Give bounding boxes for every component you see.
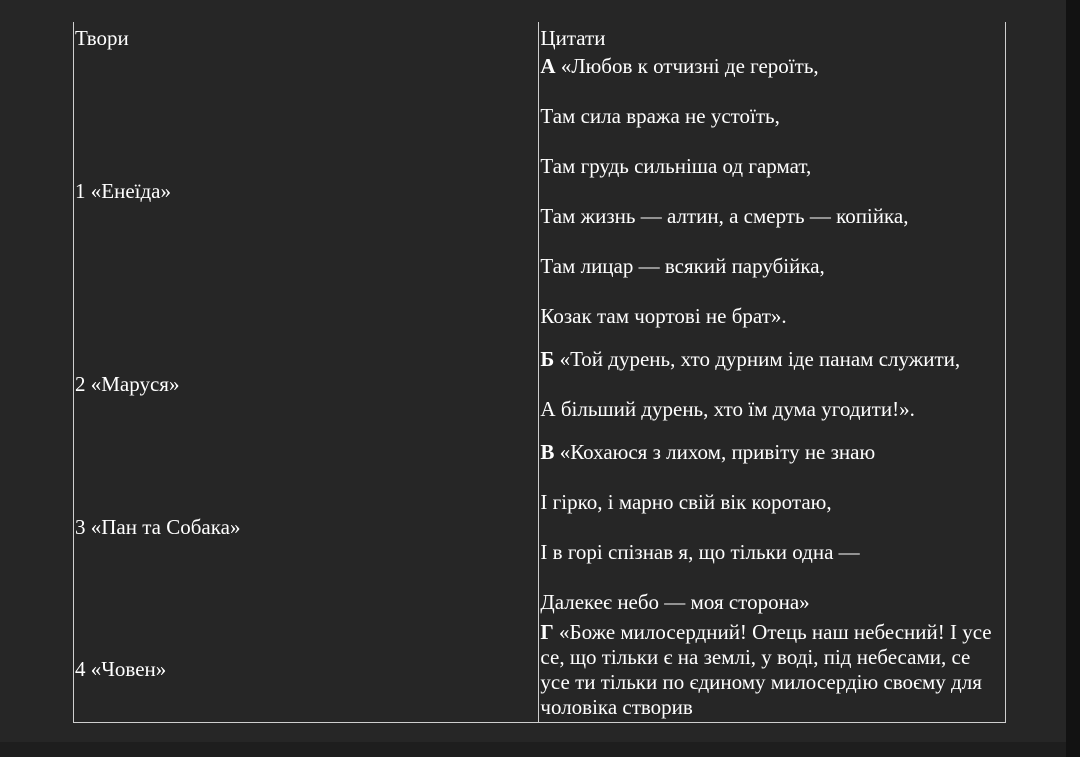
- table-row: [74, 437, 1006, 617]
- quote-line: [540, 440, 1005, 465]
- quote-letter: Г: [540, 619, 554, 644]
- quote-letter: Б: [540, 346, 555, 371]
- quote-cell: [539, 437, 1006, 617]
- works-quotes-table: [73, 22, 1006, 723]
- quote-text: «Той дурень, хто дурним іде панам служити,: [559, 346, 961, 371]
- quote-line: Там грудь сильніша од гармат,: [540, 153, 812, 178]
- quote-line: [540, 347, 1005, 372]
- quote-line: І гірко, і марно свій вік коротаю,: [540, 489, 832, 514]
- quote-line: [540, 54, 1005, 79]
- quote-line: Там сила вража не устоїть,: [540, 103, 780, 128]
- quote-text: «Боже милосердний! Отець наш небесний! І усе се, що тільки є на землі, у воді, під небесами, се усе ти тільки по єдиному милосердію своєму для чоловіка створив: [540, 619, 992, 719]
- quote-cell: [539, 331, 1006, 437]
- quote-letter: А: [540, 53, 556, 78]
- quote-line: Там жизнь — алтин, а смерть — копійка,: [540, 203, 909, 228]
- quote-line: Козак там чортові не брат».: [540, 303, 787, 328]
- work-title: 1 «Енеїда»: [74, 51, 539, 331]
- right-edge: [1066, 0, 1080, 757]
- work-title: 4 «Човен»: [74, 617, 539, 723]
- quote-text: «Любов к отчизні де героїть,: [560, 53, 819, 78]
- work-title: 3 «Пан та Собака»: [74, 437, 539, 617]
- quote-line: Там лицар — всякий парубійка,: [540, 253, 825, 278]
- work-title: 2 «Маруся»: [74, 331, 539, 437]
- quote-letter: В: [540, 439, 555, 464]
- quote-cell: [539, 617, 1006, 723]
- table-row: [74, 617, 1006, 723]
- header-quotes: Цитати: [539, 22, 1006, 51]
- quote-line: [540, 620, 1005, 720]
- header-works: Твори: [74, 22, 539, 51]
- table-header-row: [74, 22, 1006, 51]
- quote-line: Далекеє небо — моя сторона»: [540, 589, 810, 614]
- table-row: [74, 51, 1006, 331]
- quote-line: А більший дурень, хто їм дума угодити!».: [540, 396, 915, 421]
- bottom-shade: [0, 742, 1066, 757]
- table-row: [74, 331, 1006, 437]
- quote-text: «Кохаюся з лихом, привіту не знаю: [559, 439, 876, 464]
- quote-cell: [539, 51, 1006, 331]
- quote-line: І в горі спізнав я, що тільки одна —: [540, 539, 860, 564]
